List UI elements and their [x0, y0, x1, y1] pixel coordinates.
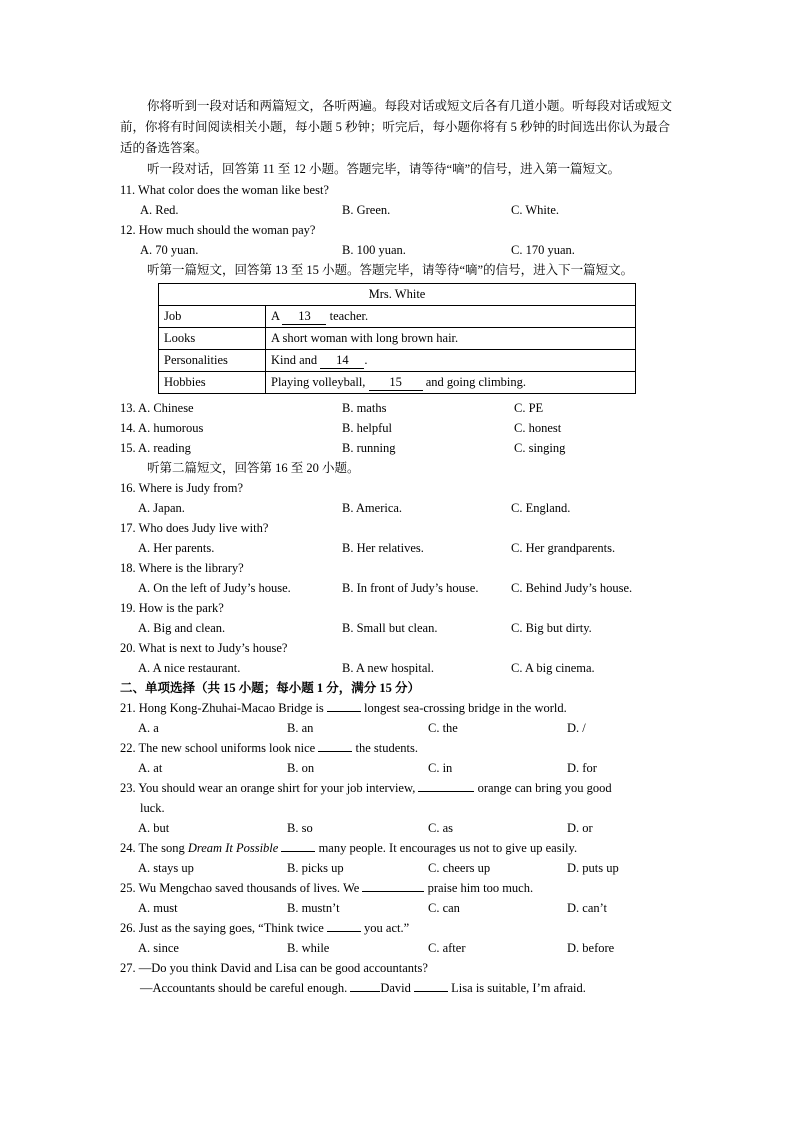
question-19: 19. How is the park?: [120, 601, 224, 615]
option-c[interactable]: C. the: [428, 721, 458, 735]
option-d[interactable]: D. or: [567, 821, 593, 835]
options-25: [120, 898, 680, 918]
option-b[interactable]: B. Her relatives.: [342, 541, 424, 555]
option-c[interactable]: C. Her grandparents.: [511, 541, 616, 555]
passage-1-instructions: 听第一篇短文，回答第 13 至 15 小题。答题完毕，请等待“嘀”的信号，进入下一篇短文。: [147, 263, 634, 277]
option-c[interactable]: C. A big cinema.: [511, 661, 595, 675]
option-a[interactable]: A. must: [138, 901, 178, 915]
option-a[interactable]: A. stays up: [138, 861, 194, 875]
option-a[interactable]: 15. A. reading: [120, 441, 191, 455]
option-c[interactable]: C. PE: [514, 401, 544, 415]
answer-blank[interactable]: [327, 711, 361, 712]
option-c[interactable]: C. 170 yuan.: [511, 243, 575, 257]
option-c[interactable]: C. singing: [514, 441, 566, 455]
question-23-continued: luck.: [140, 801, 165, 815]
options-20: [120, 658, 680, 678]
question-25: 25. Wu Mengchao saved thousands of lives. We praise him too much.: [120, 881, 534, 895]
option-a[interactable]: 14. A. humorous: [120, 421, 204, 435]
option-d[interactable]: D. /: [567, 721, 586, 735]
listening-instructions: 你将听到一段对话和两篇短文，各听两遍。每段对话或短文后各有几道小题。听每段对话或短文前，你将有时间阅读相关小题，每小题 5 秒钟；听完后，每小题你将有 5 秒钟的时间选出你认为最合适的备选答案。: [120, 99, 673, 155]
options-21: [120, 718, 680, 738]
question-12: 12. How much should the woman pay?: [120, 223, 316, 237]
table-row: Hobbies Playing volleyball, 15 and going climbing.: [159, 372, 636, 394]
options-23: [120, 818, 680, 838]
question-27-response: —Accountants should be careful enough. David Lisa is suitable, I’m afraid.: [140, 981, 586, 995]
option-b[interactable]: B. A new hospital.: [342, 661, 435, 675]
option-c[interactable]: C. Behind Judy’s house.: [511, 581, 633, 595]
option-b[interactable]: B. In front of Judy’s house.: [342, 581, 479, 595]
song-title: Dream It Possible: [187, 841, 279, 855]
option-b[interactable]: B. Small but clean.: [342, 621, 438, 635]
question-18: 18. Where is the library?: [120, 561, 244, 575]
table-row: Looks A short woman with long brown hair.: [159, 328, 636, 350]
table-row: Personalities Kind and 14 .: [159, 350, 636, 372]
question-27: 27. —Do you think David and Lisa can be good accountants?: [120, 961, 428, 975]
blank-13[interactable]: 13: [282, 309, 326, 325]
answer-blank-1[interactable]: [350, 991, 380, 992]
options-18: [120, 578, 680, 598]
options-12: [120, 240, 680, 260]
option-a[interactable]: A. 70 yuan.: [140, 243, 199, 257]
option-b[interactable]: B. mustn’t: [287, 901, 340, 915]
question-24: 24. The song Dream It Possible many people. It encourages us not to give up easily.: [120, 841, 578, 855]
options-26: [120, 938, 680, 958]
option-a[interactable]: A. A nice restaurant.: [138, 661, 241, 675]
answer-blank[interactable]: [418, 791, 474, 792]
options-22: [120, 758, 680, 778]
answer-blank[interactable]: [362, 891, 424, 892]
option-b[interactable]: B. helpful: [342, 421, 392, 435]
option-c[interactable]: C. after: [428, 941, 466, 955]
question-21: 21. Hong Kong-Zhuhai-Macao Bridge is longest sea-crossing bridge in the world.: [120, 701, 567, 715]
options-15: [120, 438, 680, 458]
part-2-heading: 二、单项选择（共 15 小题；每小题 1 分，满分 15 分）: [120, 681, 421, 695]
question-26: 26. Just as the saying goes, “Think twice you act.”: [120, 921, 410, 935]
options-17: [120, 538, 680, 558]
option-b[interactable]: B. an: [287, 721, 314, 735]
answer-blank[interactable]: [281, 851, 315, 852]
question-20: 20. What is next to Judy’s house?: [120, 641, 288, 655]
option-c[interactable]: C. Big but dirty.: [511, 621, 592, 635]
option-c[interactable]: C. honest: [514, 421, 562, 435]
option-a[interactable]: A. Red.: [140, 203, 179, 217]
table-row: Job A 13 teacher.: [159, 306, 636, 328]
answer-blank-2[interactable]: [414, 991, 448, 992]
answer-blank[interactable]: [318, 751, 352, 752]
option-c[interactable]: C. as: [428, 821, 453, 835]
option-c[interactable]: C. England.: [511, 501, 571, 515]
option-c[interactable]: C. White.: [511, 203, 560, 217]
option-d[interactable]: D. before: [567, 941, 615, 955]
mrs-white-table: [158, 283, 636, 394]
option-a[interactable]: A. a: [138, 721, 159, 735]
option-a[interactable]: A. Big and clean.: [138, 621, 226, 635]
option-a[interactable]: A. since: [138, 941, 179, 955]
option-d[interactable]: D. puts up: [567, 861, 619, 875]
option-c[interactable]: C. cheers up: [428, 861, 491, 875]
options-24: [120, 858, 680, 878]
question-11: 11. What color does the woman like best?: [120, 183, 329, 197]
passage-2-instructions: 听第二篇短文，回答第 16 至 20 小题。: [147, 461, 360, 475]
question-23: 23. You should wear an orange shirt for your job interview, orange can bring you good: [120, 781, 612, 795]
options-13: [120, 398, 680, 418]
answer-blank[interactable]: [327, 931, 361, 932]
options-16: [120, 498, 680, 518]
option-b[interactable]: B. so: [287, 821, 313, 835]
blank-15[interactable]: 15: [369, 375, 423, 391]
question-16: 16. Where is Judy from?: [120, 481, 244, 495]
options-11: [120, 200, 680, 220]
option-b[interactable]: B. on: [287, 761, 315, 775]
option-c[interactable]: C. can: [428, 901, 460, 915]
option-a[interactable]: A. Her parents.: [138, 541, 215, 555]
option-a[interactable]: A. Japan.: [138, 501, 185, 515]
option-b[interactable]: B. Green.: [342, 203, 391, 217]
option-a[interactable]: A. but: [138, 821, 170, 835]
option-b[interactable]: B. while: [287, 941, 330, 955]
options-14: [120, 418, 680, 438]
option-b[interactable]: B. maths: [342, 401, 387, 415]
blank-14[interactable]: 14: [320, 353, 364, 369]
option-b[interactable]: B. picks up: [287, 861, 344, 875]
option-b[interactable]: B. America.: [342, 501, 403, 515]
question-22: 22. The new school uniforms look nice the students.: [120, 741, 418, 755]
exam-page: [120, 96, 680, 998]
option-c[interactable]: C. in: [428, 761, 453, 775]
table-title: Mrs. White: [159, 284, 636, 306]
option-a[interactable]: A. at: [138, 761, 163, 775]
question-17: 17. Who does Judy live with?: [120, 521, 269, 535]
option-d[interactable]: D. can’t: [567, 901, 608, 915]
option-a[interactable]: 13. A. Chinese: [120, 401, 194, 415]
option-d[interactable]: D. for: [567, 761, 597, 775]
option-b[interactable]: B. 100 yuan.: [342, 243, 406, 257]
dialogue-instructions: 听一段对话，回答第 11 至 12 小题。答题完毕，请等待“嘀”的信号，进入第一篇短文。: [147, 162, 621, 176]
options-19: [120, 618, 680, 638]
option-a[interactable]: A. On the left of Judy’s house.: [138, 581, 291, 595]
option-b[interactable]: B. running: [342, 441, 396, 455]
